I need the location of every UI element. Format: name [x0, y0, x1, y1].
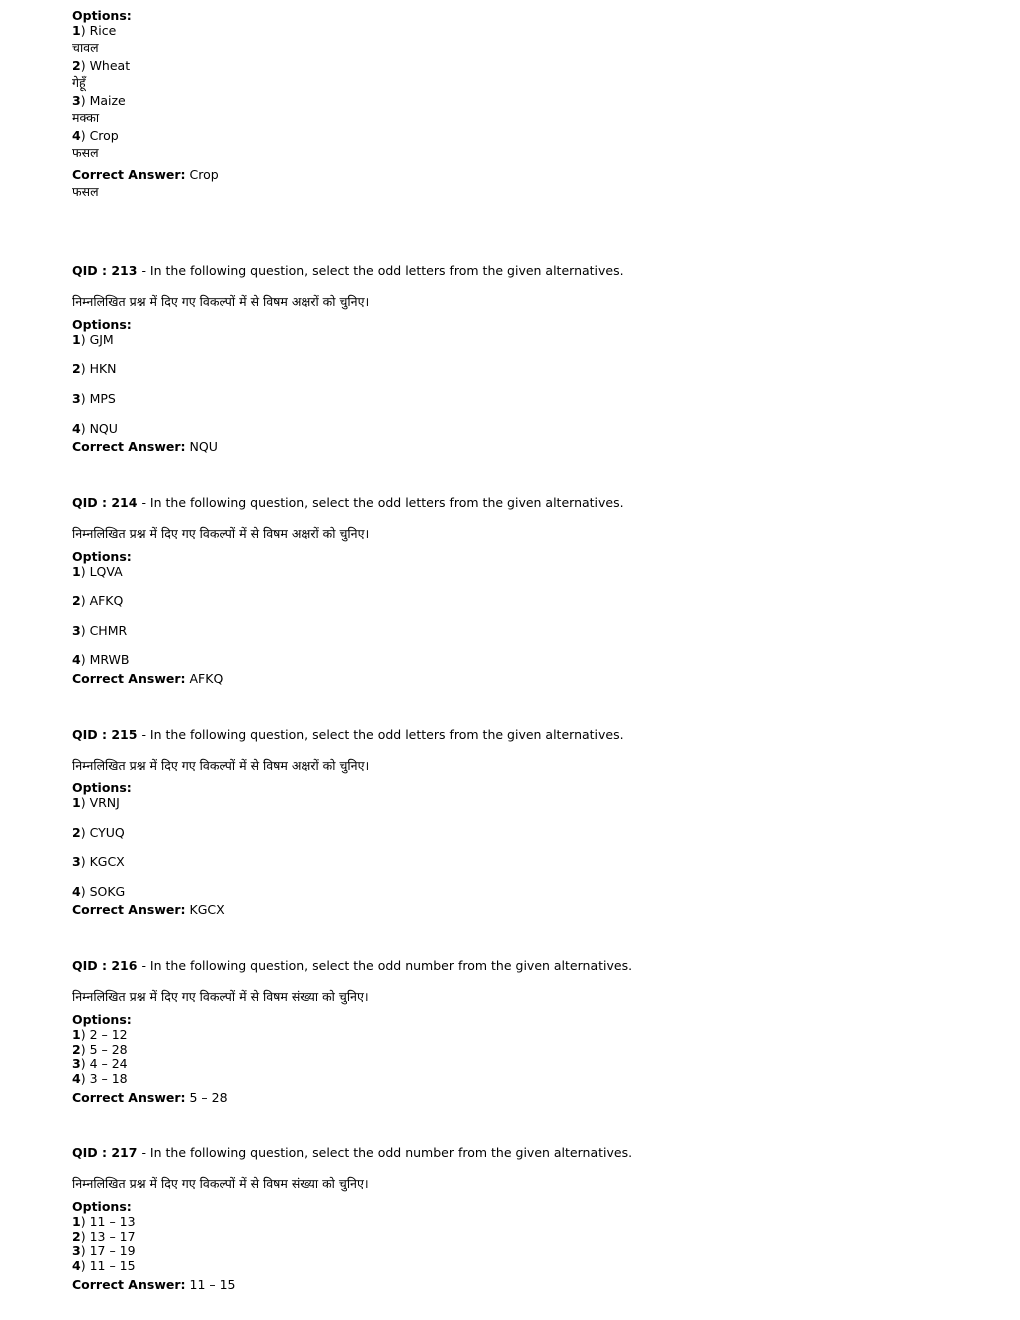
- option-4: 4) SOKG: [72, 884, 126, 899]
- option-3: 3) 17 – 19: [72, 1243, 136, 1258]
- question-214-hindi: निम्नलिखित प्रश्न में दिए गए विकल्पों में से विषम अक्षरों को चुनिए।: [72, 526, 370, 541]
- option-2: 2) 5 – 28: [72, 1042, 128, 1057]
- option-1: 1) 11 – 13: [72, 1214, 136, 1229]
- option-3: 3) CHMR: [72, 623, 128, 638]
- option-1: 1) 2 – 12: [72, 1027, 128, 1042]
- correct-answer: Correct Answer: NQU: [72, 439, 218, 454]
- option-1: 1) VRNJ: [72, 795, 120, 810]
- options-label: Options:: [72, 780, 132, 795]
- option-1: 1) GJM: [72, 332, 114, 347]
- option-4: 4) NQU: [72, 421, 118, 436]
- question-215-hindi: निम्नलिखित प्रश्न में दिए गए विकल्पों में से विषम अक्षरों को चुनिए।: [72, 758, 370, 773]
- option-4: 4) 11 – 15: [72, 1258, 136, 1273]
- correct-answer: Correct Answer: AFKQ: [72, 671, 224, 686]
- correct-answer-hindi: फसल: [72, 184, 99, 199]
- options-label: Options:: [72, 1012, 132, 1027]
- question-216: QID : 216 - In the following question, select the odd number from the given alternatives.: [72, 958, 633, 973]
- correct-answer: Correct Answer: 5 – 28: [72, 1090, 228, 1105]
- option-3: 3) 4 – 24: [72, 1056, 128, 1071]
- question-217: QID : 217 - In the following question, select the odd number from the given alternatives.: [72, 1145, 633, 1160]
- option-2: 2) CYUQ: [72, 825, 125, 840]
- option-3: 3) Maize: [72, 93, 126, 108]
- option-2: 2) Wheat: [72, 58, 131, 73]
- options-label: Options:: [72, 317, 132, 332]
- options-label: Options:: [72, 8, 132, 23]
- option-4: 4) MRWB: [72, 652, 130, 667]
- question-217-hindi: निम्नलिखित प्रश्न में दिए गए विकल्पों में से विषम संख्या को चुनिए।: [72, 1176, 369, 1191]
- question-216-hindi: निम्नलिखित प्रश्न में दिए गए विकल्पों में से विषम संख्या को चुनिए।: [72, 989, 369, 1004]
- option-2: 2) 13 – 17: [72, 1229, 136, 1244]
- option-1: 1) LQVA: [72, 564, 123, 579]
- option-4-hindi: फसल: [72, 145, 99, 160]
- option-3: 3) KGCX: [72, 854, 125, 869]
- option-3: 3) MPS: [72, 391, 116, 406]
- correct-answer: Correct Answer: KGCX: [72, 902, 225, 917]
- question-213: QID : 213 - In the following question, select the odd letters from the given alternatives.: [72, 263, 624, 278]
- option-4: 4) Crop: [72, 128, 119, 143]
- option-2: 2) AFKQ: [72, 593, 124, 608]
- question-213-hindi: निम्नलिखित प्रश्न में दिए गए विकल्पों में से विषम अक्षरों को चुनिए।: [72, 294, 370, 309]
- option-2: 2) HKN: [72, 361, 117, 376]
- question-215: QID : 215 - In the following question, select the odd letters from the given alternatives.: [72, 727, 624, 742]
- correct-answer: Correct Answer: 11 – 15: [72, 1277, 236, 1292]
- option-1: 1) Rice: [72, 23, 117, 38]
- option-3-hindi: मक्का: [72, 110, 100, 125]
- option-2-hindi: गेहूँ: [72, 75, 86, 90]
- option-1-hindi: चावल: [72, 40, 99, 55]
- options-label: Options:: [72, 1199, 132, 1214]
- options-label: Options:: [72, 549, 132, 564]
- question-214: QID : 214 - In the following question, select the odd letters from the given alternatives.: [72, 495, 624, 510]
- option-4: 4) 3 – 18: [72, 1071, 128, 1086]
- correct-answer: Correct Answer: Crop: [72, 167, 219, 182]
